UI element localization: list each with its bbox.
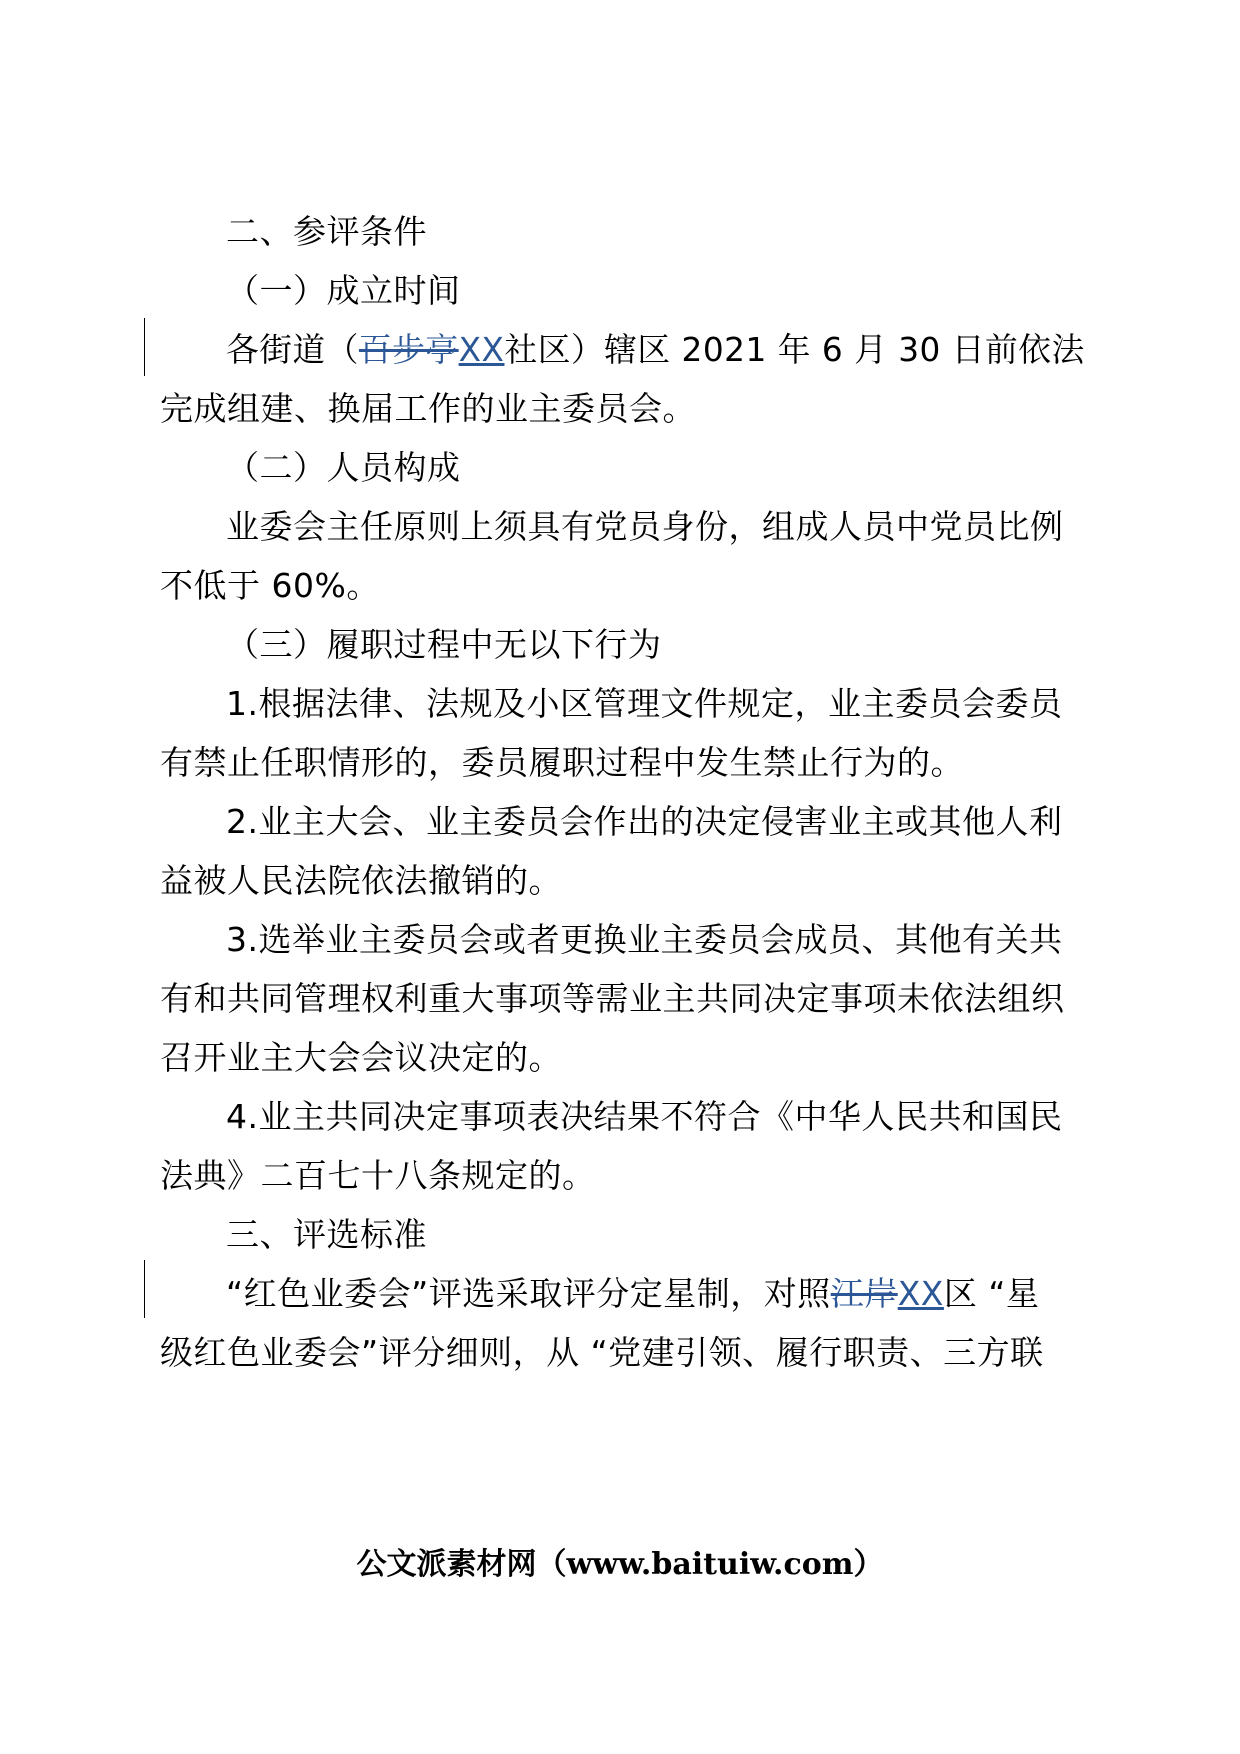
heading-criteria: 二、参评条件 (226, 212, 427, 251)
change-bar (144, 318, 145, 376)
deleted-text[interactable]: 百步亭 (358, 330, 459, 369)
text-run: 各街道（ (226, 330, 359, 369)
subheading-member-composition: （二）人员构成 (226, 448, 461, 487)
text-run: 社区）辖区 2021 年 6 月 30 日前依法 (504, 330, 1085, 369)
text-run: “红色业委会”评选采取评分定星制，对照 (226, 1274, 831, 1313)
heading-selection-standards: 三、评选标准 (226, 1215, 427, 1254)
list-item-line: 3.选举业主委员会或者更换业主委员会成员、其他有关共 (226, 920, 1063, 959)
text-run: 区 “星 (943, 1274, 1040, 1313)
deleted-text[interactable]: 江岸 (830, 1274, 898, 1313)
paragraph-line: 业委会主任原则上须具有党员身份，组成人员中党员比例 (226, 507, 1064, 546)
list-item-line: 有和共同管理权利重大事项等需业主共同决定事项未依法组织 (160, 979, 1065, 1018)
list-item-line: 1.根据法律、法规及小区管理文件规定，业主委员会委员 (226, 684, 1063, 723)
paragraph-line: 完成组建、换届工作的业主委员会。 (160, 389, 696, 428)
footer-watermark: 公文派素材网（www.baituiw.com） (356, 1547, 884, 1582)
inserted-text[interactable]: XX (897, 1274, 944, 1313)
list-item-line: 2.业主大会、业主委员会作出的决定侵害业主或其他人利 (226, 802, 1063, 841)
subheading-no-violations: （三）履职过程中无以下行为 (226, 625, 662, 664)
paragraph-line: 不低于 60%。 (160, 566, 380, 605)
subheading-establishment-time: （一）成立时间 (226, 271, 461, 310)
change-bar (144, 1260, 145, 1318)
paragraph-line (226, 1274, 1040, 1314)
paragraph-line: 级红色业委会”评分细则，从 “党建引领、履行职责、三方联 (160, 1333, 1044, 1372)
list-item-line: 益被人民法院依法撤销的。 (160, 861, 562, 900)
list-item-line: 召开业主大会会议决定的。 (160, 1038, 562, 1077)
inserted-text[interactable]: XX (458, 330, 505, 369)
paragraph-line (226, 330, 1085, 370)
list-item-line: 有禁止任职情形的，委员履职过程中发生禁止行为的。 (160, 743, 964, 782)
list-item-line: 法典》二百七十八条规定的。 (160, 1156, 596, 1195)
list-item-line: 4.业主共同决定事项表决结果不符合《中华人民共和国民 (226, 1097, 1063, 1136)
